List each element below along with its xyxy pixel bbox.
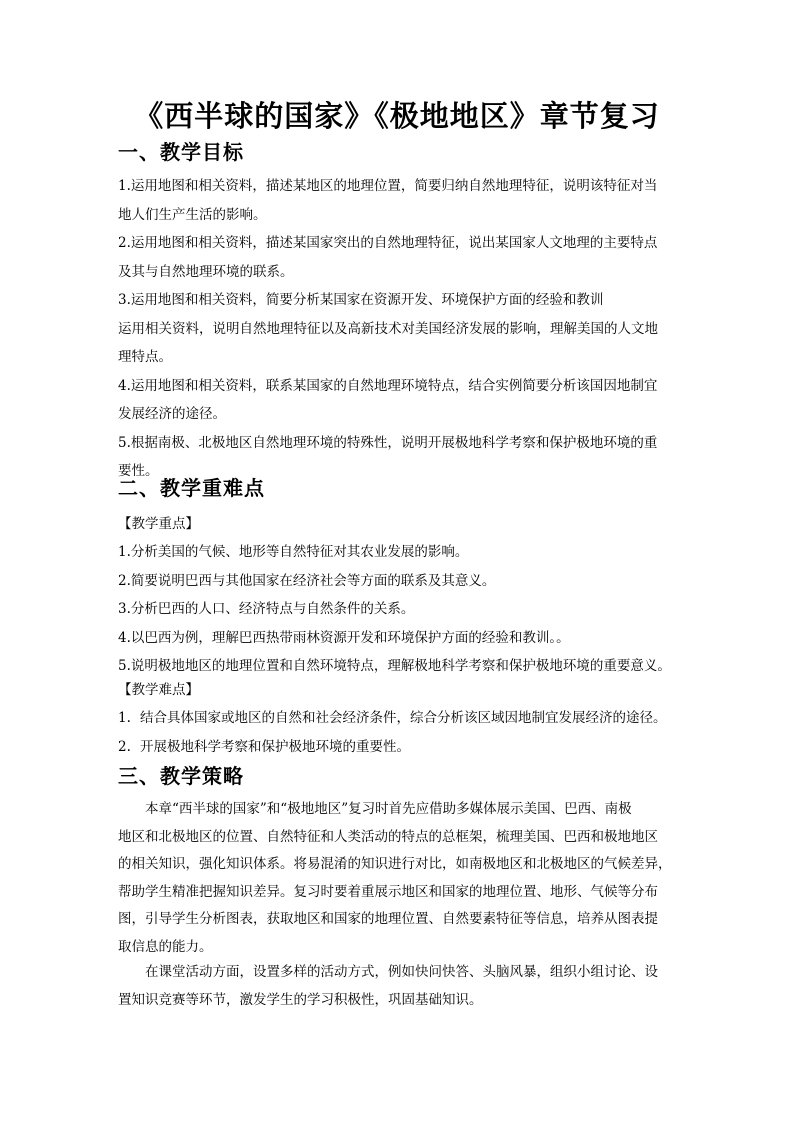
text-line: 1.运用地图和相关资料，描述某地区的地理位置，简要归纳自然地理特征，说明该特征对当 <box>118 178 658 194</box>
section-heading-strategy: 三、教学策略 <box>118 764 244 788</box>
strategy-paragraph-1 <box>118 796 678 961</box>
text-line: 置知识竞赛等环节，激发学生的学习积极性，巩固基础知识。 <box>118 991 483 1008</box>
text-line: 5.根据南极、北极地区自然地理环境的特殊性，说明开展极地科学考察和保护极地环境的重 <box>118 434 658 451</box>
list-item: 2.简要说明巴西与其他国家在经济社会等方面的联系及其意义。 <box>118 572 496 589</box>
objectives-paragraph <box>118 172 678 486</box>
list-item: 3.分析巴西的人口、经济特点与自然条件的关系。 <box>118 601 415 617</box>
list-item: 4.以巴西为例，理解巴西热带雨林资源开发和环境保护方面的经验和教训。。 <box>118 629 570 646</box>
list-text: 开展极地科学考察和保护极地环境的重要性。 <box>140 738 410 755</box>
text-line: 要性。 <box>118 463 159 479</box>
text-line: 2.运用地图和相关资料，描述某国家突出的自然地理特征，说出某国家人文地理的主要特点 <box>118 235 658 251</box>
list-item <box>118 704 678 733</box>
text-line: 帮助学生精准把握知识差异。复习时要着重展示地区和国家的地理位置、地形、气候等分布 <box>118 883 658 900</box>
section-heading-key-points: 二、教学重难点 <box>118 476 265 500</box>
text-line: 取信息的能力。 <box>118 938 213 955</box>
focus-label: 【教学重点】 <box>118 516 199 532</box>
section-heading-objectives: 一、教学目标 <box>118 140 244 164</box>
text-line: 及其与自然地理环境的联系。 <box>118 263 294 280</box>
document-title: 《西半球的国家》《极地地区》章节复习 <box>134 99 660 133</box>
text-line: 理特点。 <box>118 349 172 365</box>
text-line: 4.运用地图和相关资料，联系某国家的自然地理环境特点，结合实例简要分析该国因地制宜 <box>118 377 658 394</box>
difficulty-list <box>118 704 678 761</box>
text-line: 本章“西半球的国家”和“极地地区”复习时首先应借助多媒体展示美国、巴西、南极 <box>118 801 632 817</box>
text-line: 地区和北极地区的位置、自然特征和人类活动的特点的总框架，梳理美国、巴西和极地地区 <box>118 828 658 845</box>
difficulty-label: 【教学难点】 <box>118 682 199 698</box>
list-item: 5.说明极地地区的地理位置和自然环境特点，理解极地科学考察和保护极地环境的重要意义。 <box>118 658 671 674</box>
list-item: 1.分析美国的气候、地形等自然特征对其农业发展的影响。 <box>118 544 469 560</box>
text-line: 地人们生产生活的影响。 <box>118 206 267 223</box>
text-line: 发展经济的途径。 <box>118 406 226 422</box>
list-number: 2. <box>118 738 131 755</box>
text-line: 图，引导学生分析图表，获取地区和国家的地理位置、自然要素特征等信息，培养从图表提 <box>118 911 658 927</box>
list-text: 结合具体国家或地区的自然和社会经济条件，综合分析该区域因地制宜发展经济的途径。 <box>140 710 667 726</box>
text-line: 3.运用地图和相关资料，简要分析某国家在资源开发、环境保护方面的经验和教训 <box>118 292 604 308</box>
strategy-paragraph-2 <box>118 959 678 1014</box>
focus-list <box>118 538 678 681</box>
text-line: 在课堂活动方面，设置多样的活动方式，例如快问快答、头脑风暴，组织小组讨论、设 <box>118 964 658 980</box>
list-number: 1. <box>118 710 131 726</box>
list-item <box>118 733 678 762</box>
text-line: 的相关知识，强化知识体系。将易混淆的知识进行对比，如南极地区和北极地区的气候差异， <box>118 856 672 872</box>
text-line: 运用相关资料，说明自然地理特征以及高新技术对美国经济发展的影响，理解美国的人文地 <box>118 320 658 337</box>
